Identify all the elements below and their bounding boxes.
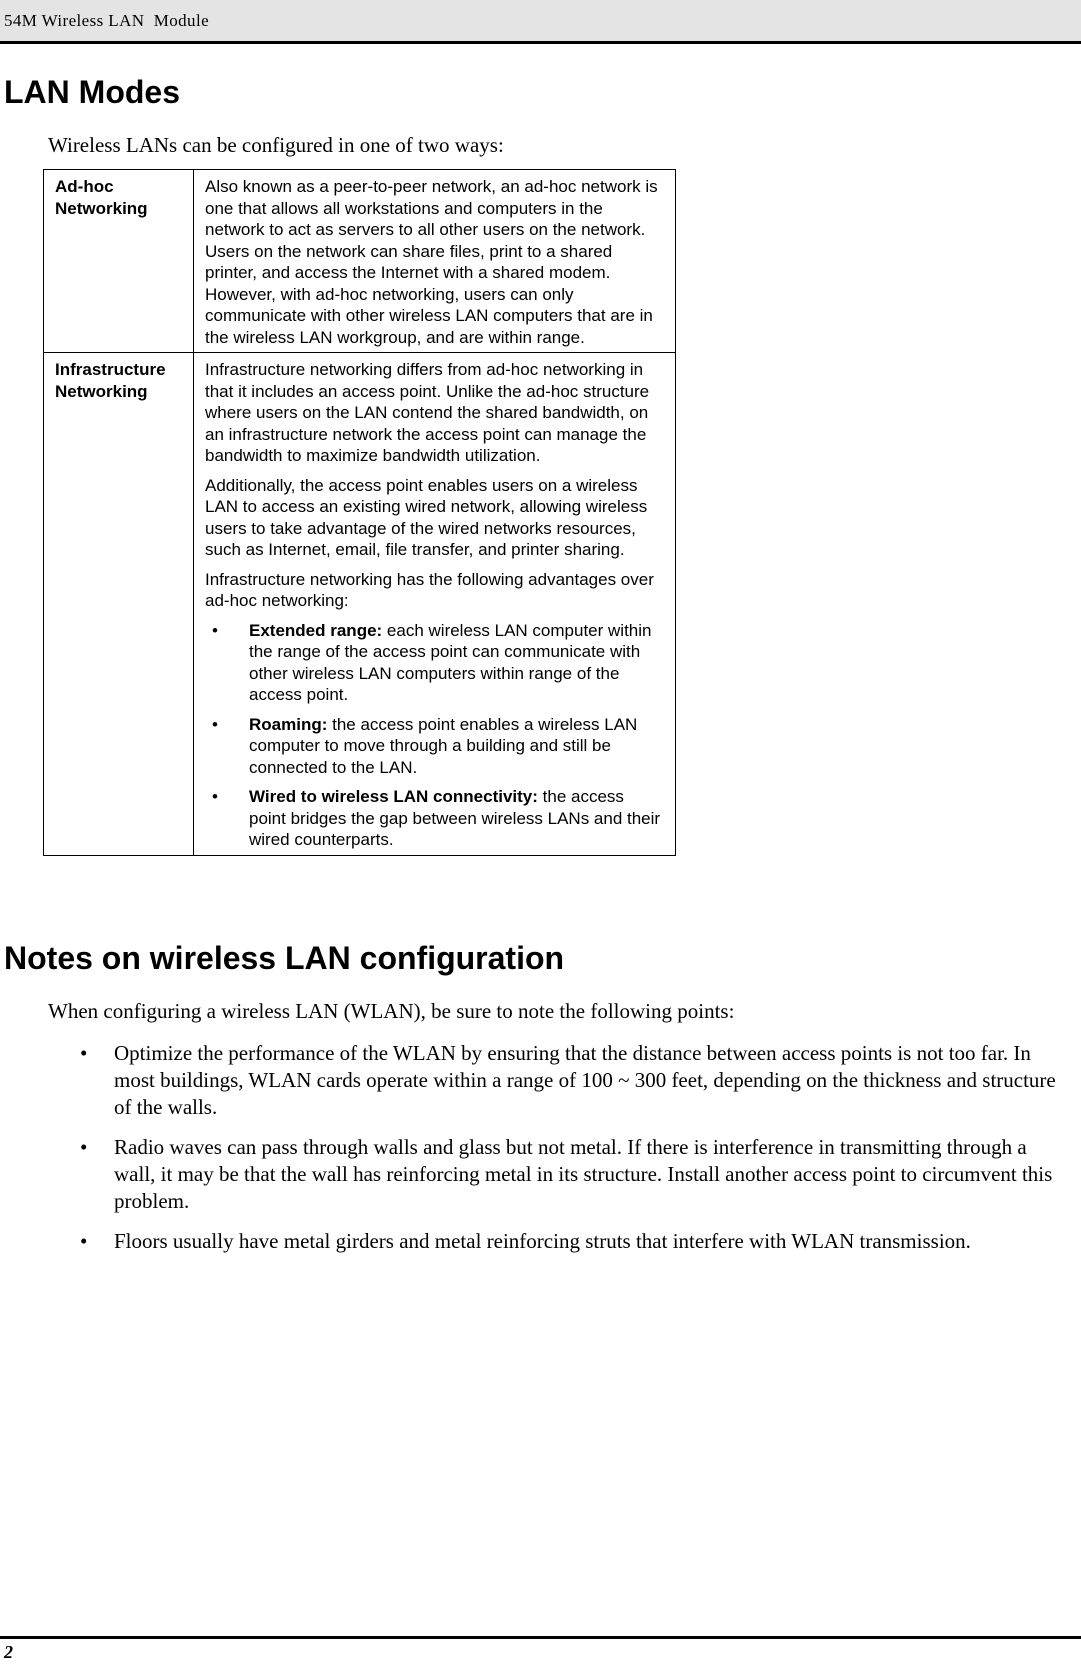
term-cell-adhoc (44, 170, 194, 353)
description-cell-infrastructure (194, 353, 676, 856)
table-row-adhoc (44, 170, 676, 353)
list-item (0, 1040, 1060, 1121)
advantage-label: Roaming: (249, 714, 328, 734)
note-text: Floors usually have metal girders and metal reinforcing struts that interfere with WLAN transmission. (114, 1229, 971, 1253)
bullet-icon: • (212, 714, 218, 734)
bullet-icon: • (80, 1135, 88, 1159)
section-heading-lan-modes: LAN Modes (4, 74, 180, 110)
note-text: Radio waves can pass through walls and glass but not metal. If there is interference in transmitting through a wall, it may be that the wall has reinforcing metal in its structure. Install another access point to circumvent this problem. (114, 1135, 1053, 1213)
notes-list (0, 1040, 1060, 1268)
list-item (205, 620, 665, 706)
bullet-icon: • (212, 620, 218, 640)
list-item (205, 714, 665, 779)
bullet-icon: • (212, 787, 218, 806)
lan-modes-table (43, 169, 676, 856)
description-paragraph: Also known as a peer-to-peer network, an ad-hoc network is one that allows all workstations and computers in the network to act as servers to all other users on the network. Users on the network can share files, print to a shared printer, and access the Internet with a shared modem. However, with ad-hoc networking, users can only communicate with other wireless LAN computers that are in the wireless LAN workgroup, and are within range. (205, 177, 658, 347)
term-label: Ad-hoc (55, 177, 114, 196)
section-heading-notes: Notes on wireless LAN configuration (4, 940, 565, 976)
section-intro-notes: When configuring a wireless LAN (WLAN), be sure to note the following points: (48, 999, 735, 1023)
list-item (0, 1134, 1060, 1215)
page-header (0, 0, 1081, 44)
bullet-icon: • (80, 1041, 88, 1065)
section-intro-lan-modes: Wireless LANs can be configured in one of two ways: (48, 133, 504, 157)
note-text: Optimize the performance of the WLAN by ensuring that the distance between access points is not too far. In most buildings, WLAN cards operate within a range of 100 ~ 300 feet, depending on the thickness and structure of the walls. (114, 1041, 1056, 1119)
term-cell-infrastructure (44, 353, 194, 856)
advantage-label: Extended range: (249, 620, 383, 640)
advantage-text: the access point enables a wireless LAN computer to move through a building and still be connected to the LAN. (249, 714, 638, 777)
description-paragraph: Infrastructure networking has the following advantages over ad-hoc networking: (205, 569, 654, 610)
page-footer (0, 1636, 1081, 1665)
bullet-icon: • (80, 1229, 88, 1253)
list-item (205, 786, 665, 851)
header-title: 54M Wireless LAN Module (4, 11, 210, 30)
description-paragraph: Additionally, the access point enables users on a wireless LAN to access an existing wired network, allowing wireless users to take advantage of the wired networks resources, such as Internet, email, file transfer, and printer sharing. (205, 475, 648, 559)
list-item (0, 1228, 1060, 1255)
advantage-text: each wireless LAN computer within the range of the access point can communicate with other wireless LAN computers within range of the access point. (249, 620, 652, 704)
description-paragraph: Infrastructure networking differs from ad-hoc networking in that it includes an access point. Unlike the ad-hoc structure where users on the LAN contend the shared bandwidth, on an infrastructure network the access point can manage the bandwidth to maximize bandwidth utilization. (205, 360, 650, 465)
term-label: Networking (55, 381, 148, 401)
description-cell-adhoc (194, 170, 676, 353)
advantage-text: the access point bridges the gap between wireless LANs and their wired counterparts. (249, 787, 661, 849)
advantages-list (205, 620, 665, 851)
advantage-label: Wired to wireless LAN connectivity: (249, 787, 538, 806)
table-row-infrastructure (44, 353, 676, 856)
term-label: Networking (55, 198, 148, 218)
page-number: 2 (4, 1642, 13, 1662)
term-label: Infrastructure (55, 360, 166, 379)
